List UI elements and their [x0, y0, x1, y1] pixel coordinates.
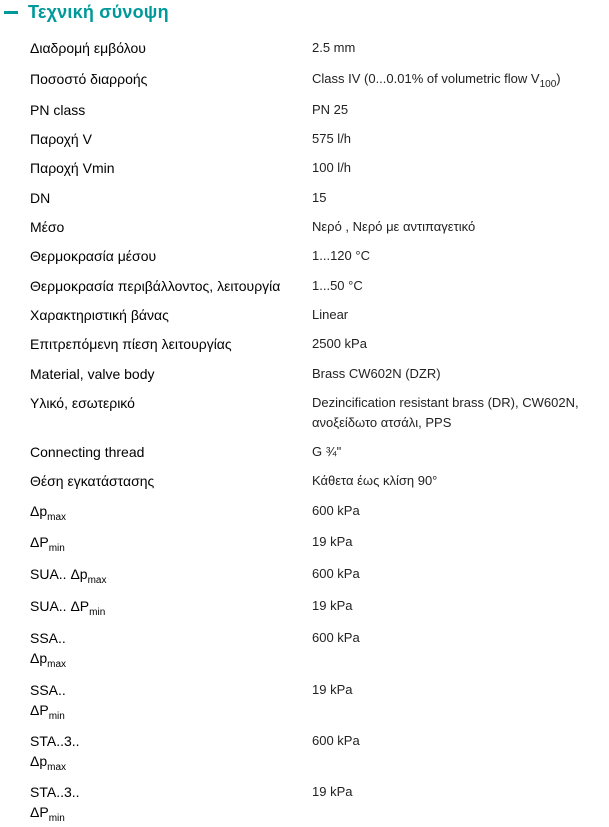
- spec-label-line1: SSA..: [30, 682, 66, 698]
- spec-label: [30, 680, 300, 720]
- spec-value: 100 l/h: [312, 160, 352, 175]
- spec-label: Παροχή V: [30, 131, 92, 147]
- spec-label-sub: max: [47, 762, 67, 773]
- section-header[interactable]: [0, 0, 169, 24]
- spec-label-sub: min: [48, 813, 65, 824]
- spec-label: [30, 501, 300, 521]
- spec-label: Υλικό, εσωτερικό: [30, 395, 135, 411]
- spec-label-sub: min: [89, 607, 106, 618]
- spec-value: Class IV (0...0.01% of volumetric flow V: [312, 71, 540, 86]
- spec-label-line1: STA..3..: [30, 784, 80, 800]
- spec-label: Παροχή Vmin: [30, 160, 115, 176]
- spec-label: Διαδρομή εμβόλου: [30, 40, 146, 56]
- spec-label-text: SUA.. ΔP: [30, 598, 90, 614]
- spec-label: [30, 596, 300, 616]
- spec-value: 19 kPa: [312, 784, 353, 799]
- spec-value: 2.5 mm: [312, 40, 356, 55]
- spec-label-text: ΔP: [30, 702, 49, 718]
- spec-value: 19 kPa: [312, 682, 353, 697]
- spec-label: [30, 782, 300, 822]
- spec-value: Linear: [312, 307, 349, 322]
- spec-value: Κάθετα έως κλίση 90°: [312, 473, 438, 488]
- spec-value-sub: 100: [539, 79, 557, 90]
- spec-label-text: Δp: [30, 753, 48, 769]
- collapse-minus-icon[interactable]: [4, 11, 18, 14]
- spec-value-end: ): [556, 71, 561, 86]
- spec-label-sub: min: [48, 543, 65, 554]
- spec-value: 19 kPa: [312, 598, 353, 613]
- spec-label: [30, 731, 300, 771]
- spec-value: 15: [312, 190, 327, 205]
- spec-value: G ¾": [312, 444, 342, 459]
- spec-label: Θέση εγκατάστασης: [30, 473, 155, 489]
- spec-value: 1...50 °C: [312, 278, 363, 293]
- spec-label: Θερμοκρασία περιβάλλοντος, λειτουργία: [30, 278, 281, 294]
- section-title: Τεχνική σύνοψη: [28, 1, 169, 22]
- spec-label-text: SUA.. Δp: [30, 566, 88, 582]
- spec-label-text: Δp: [30, 650, 48, 666]
- spec-label: Χαρακτηριστική βάνας: [30, 307, 169, 323]
- spec-value-wrap: [312, 69, 602, 89]
- spec-value-line2: ανοξείδωτο ατσάλι, PPS: [312, 415, 452, 430]
- spec-label: [30, 532, 300, 552]
- spec-value: Brass CW602N (DZR): [312, 366, 441, 381]
- spec-value: 575 l/h: [312, 131, 352, 146]
- spec-label: Ποσοστό διαρροής: [30, 71, 148, 87]
- spec-value: 1...120 °C: [312, 248, 370, 263]
- spec-value: 600 kPa: [312, 566, 360, 581]
- spec-value: 600 kPa: [312, 630, 360, 645]
- spec-label: Μέσο: [30, 219, 65, 235]
- spec-value-line1: Dezincification resistant brass (DR), CW602N,: [312, 395, 579, 410]
- spec-value: 600 kPa: [312, 733, 360, 748]
- spec-label: DN: [30, 190, 51, 206]
- spec-label-text: ΔP: [30, 534, 49, 550]
- spec-label: [30, 628, 300, 668]
- spec-value: PN 25: [312, 102, 349, 117]
- spec-label-text: ΔP: [30, 804, 49, 820]
- spec-value: Νερό , Νερό με αντιπαγετικό: [312, 219, 476, 234]
- spec-value: 2500 kPa: [312, 336, 367, 351]
- spec-label-text: Δp: [30, 503, 48, 519]
- spec-value: 600 kPa: [312, 503, 360, 518]
- spec-label-line1: STA..3..: [30, 733, 80, 749]
- spec-label: Θερμοκρασία μέσου: [30, 248, 157, 264]
- spec-label: PN class: [30, 102, 86, 118]
- spec-label: Επιτρεπόμενη πίεση λειτουργίας: [30, 336, 232, 352]
- spec-label-sub: max: [47, 512, 67, 523]
- spec-value: 19 kPa: [312, 534, 353, 549]
- spec-label: Connecting thread: [30, 444, 145, 460]
- spec-label: [30, 564, 300, 584]
- spec-value: [312, 393, 602, 433]
- spec-label: Material, valve body: [30, 366, 155, 382]
- spec-label-line1: SSA..: [30, 630, 66, 646]
- spec-label-sub: max: [87, 575, 107, 586]
- spec-label-sub: min: [48, 711, 65, 722]
- spec-label-sub: max: [47, 659, 67, 670]
